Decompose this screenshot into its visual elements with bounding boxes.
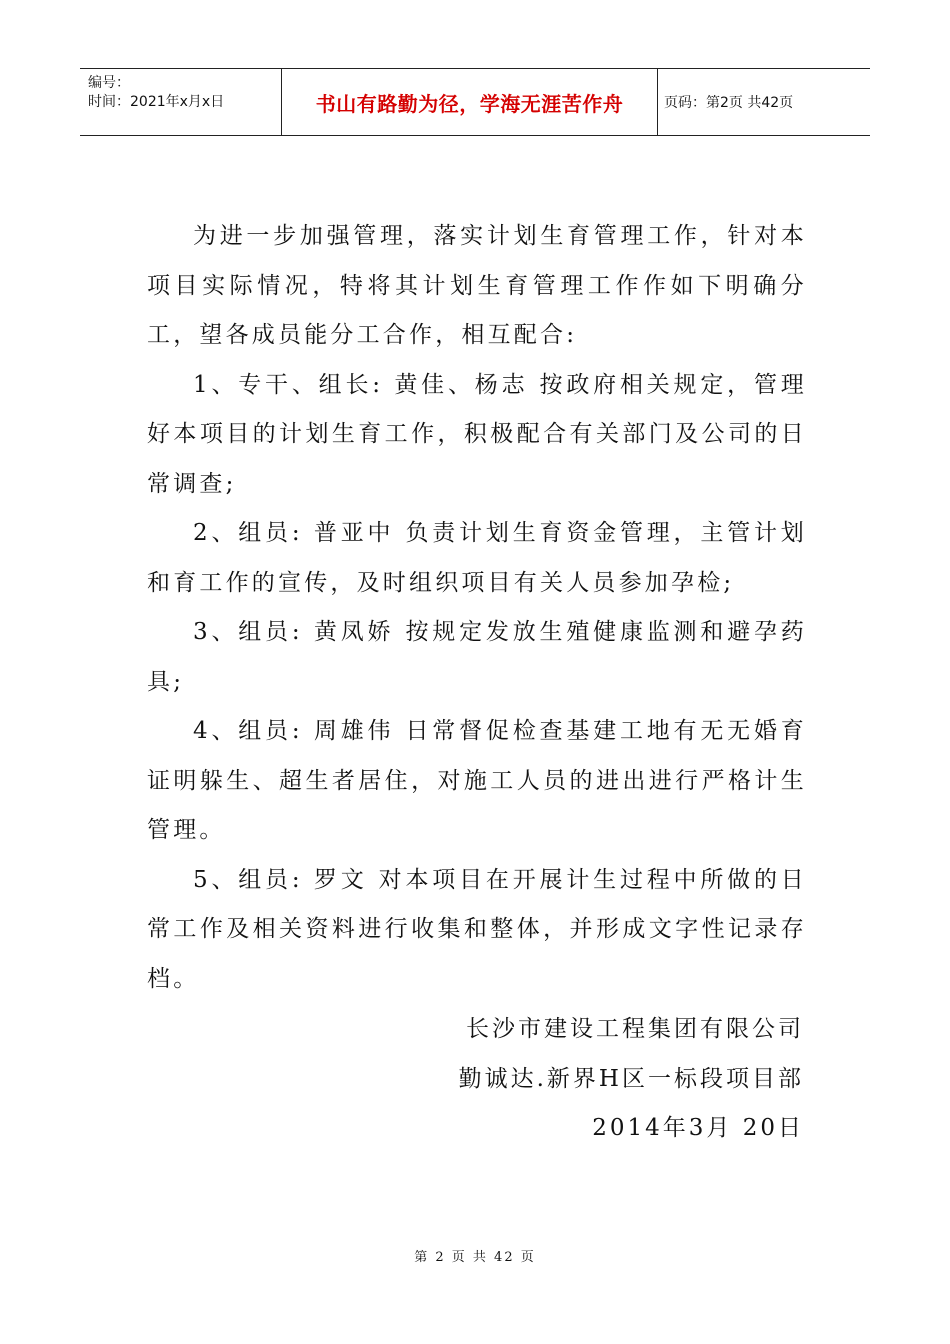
header-page-label: 页码：第2页 共42页: [664, 95, 794, 111]
document-body: [147, 212, 807, 1004]
paragraph-intro: 为进一步加强管理，落实计划生育管理工作，针对本项目实际情况，特将其计划生育管理工作作如下明确分工，望各成员能分工合作，相互配合:: [147, 223, 807, 348]
header-meta-cell: [80, 69, 282, 135]
signature-date: 2014年3月 20日: [592, 1115, 804, 1141]
paragraph-item-4: 4、组员: 周雄伟 日常督促检查基建工地有无无婚育证明躲生、超生者居住，对施工人员的进出进行严格计生管理。: [147, 718, 807, 843]
signature-department: 勤诚达.新界H区一标段项目部: [458, 1065, 804, 1092]
paragraph-item-1: 1、专干、组长: 黄佳、杨志 按政府相关规定，管理好本项目的计划生育工作，积极配合有关部门及公司的日常调查;: [147, 371, 807, 497]
signature-block: [459, 1005, 804, 1154]
paragraph-item-2: 2、组员: 普亚中 负责计划生育资金管理，主管计划和育工作的宣传，及时组织项目有关人员参加孕检;: [147, 520, 807, 596]
number-label: 编号：: [88, 75, 130, 91]
paragraph-item-5: 5、组员: 罗文 对本项目在开展计生过程中所做的日常工作及相关资料进行收集和整体，并形成文字性记录存档。: [147, 866, 807, 992]
header-motto: 书山有路勤为径，学海无涯苦作舟: [282, 69, 658, 135]
page-footer: 第 2 页 共 42 页: [414, 1250, 536, 1265]
signature-company: 长沙市建设工程集团有限公司: [466, 1016, 804, 1042]
paragraph-item-3: 3、组员: 黄凤娇 按规定发放生殖健康监测和避孕药具;: [147, 619, 807, 695]
time-label: 时间：2021年x月x日: [88, 94, 225, 110]
document-header: [80, 68, 870, 136]
